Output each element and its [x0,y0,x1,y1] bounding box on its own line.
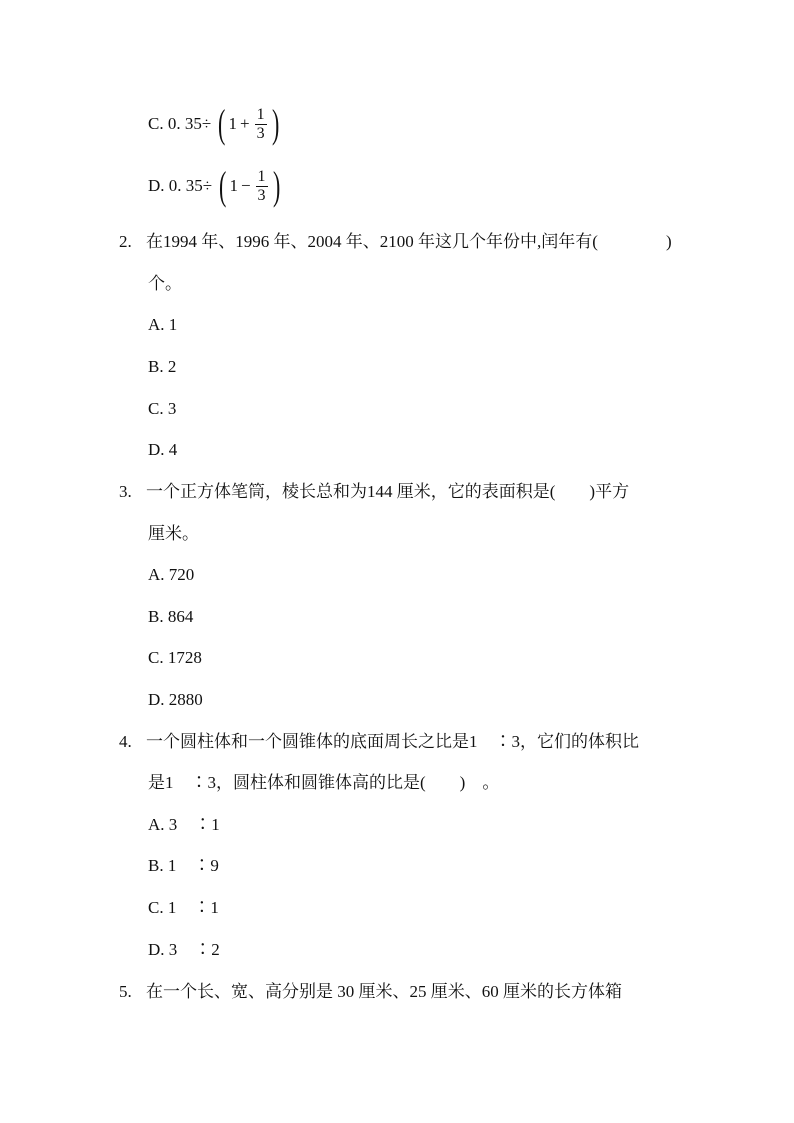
q3-option-b: B. 864 [148,607,194,626]
q3-number: 3. [119,482,132,501]
q4-option-c: C. 1 ∶1 [148,898,219,917]
fraction-denominator: 3 [257,186,266,204]
q3-option-d: D. 2880 [148,690,203,709]
q1-option-d-whole: 1 [229,176,238,195]
q4-continuation: 是1 ∶3，圆柱体和圆锥体高的比是( ) 。 [148,773,500,792]
q2-close-paren: ) [666,232,672,251]
q1-option-c-whole: 1 [228,114,237,133]
q1-option-c [148,101,282,146]
fraction-denominator: 3 [256,124,265,142]
q3-option-a: A. 720 [148,565,195,584]
q4-number: 4. [119,732,132,751]
fraction-numerator: 1 [256,105,265,123]
left-paren: ( [219,163,227,208]
q1-option-d-fraction [256,168,268,205]
right-paren: ) [272,163,280,208]
q3-option-c: C. 1728 [148,648,202,667]
q1-option-d-operator: − [240,176,251,195]
q4-option-d: D. 3 ∶2 [148,940,220,959]
q4-option-b: B. 1 ∶9 [148,856,219,875]
right-paren: ) [271,101,279,146]
q3-text: 一个正方体笔筒，棱长总和为144 厘米，它的表面积是( )平方 [146,482,630,501]
q4-option-a: A. 3 ∶1 [148,815,220,834]
fraction-numerator: 1 [257,167,266,185]
q5-number: 5. [119,982,132,1001]
q5-text: 在一个长、宽、高分别是 30 厘米、25 厘米、60 厘米的长方体箱 [146,982,622,1001]
q2-option-b: B. 2 [148,357,177,376]
q2-option-a: A. 1 [148,315,178,334]
left-paren: ( [218,101,226,146]
q4-text: 一个圆柱体和一个圆锥体的底面周长之比是1 ∶3，它们的体积比 [146,732,639,751]
q2-option-d: D. 4 [148,440,178,459]
q2-number: 2. [119,232,132,251]
q1-option-d-label: D. 0. 35÷ [148,176,213,195]
q2-option-c: C. 3 [148,399,177,418]
q3-continuation: 厘米。 [148,524,199,543]
q1-option-c-operator: + [240,114,250,133]
q2-continuation: 个。 [148,274,182,293]
q1-option-d [148,163,283,208]
q1-option-c-fraction [255,106,267,143]
q2-text: 在1994 年、1996 年、2004 年、2100 年这几个年份中,闰年有( [146,232,598,251]
q1-option-c-label: C. 0. 35÷ [148,114,212,133]
